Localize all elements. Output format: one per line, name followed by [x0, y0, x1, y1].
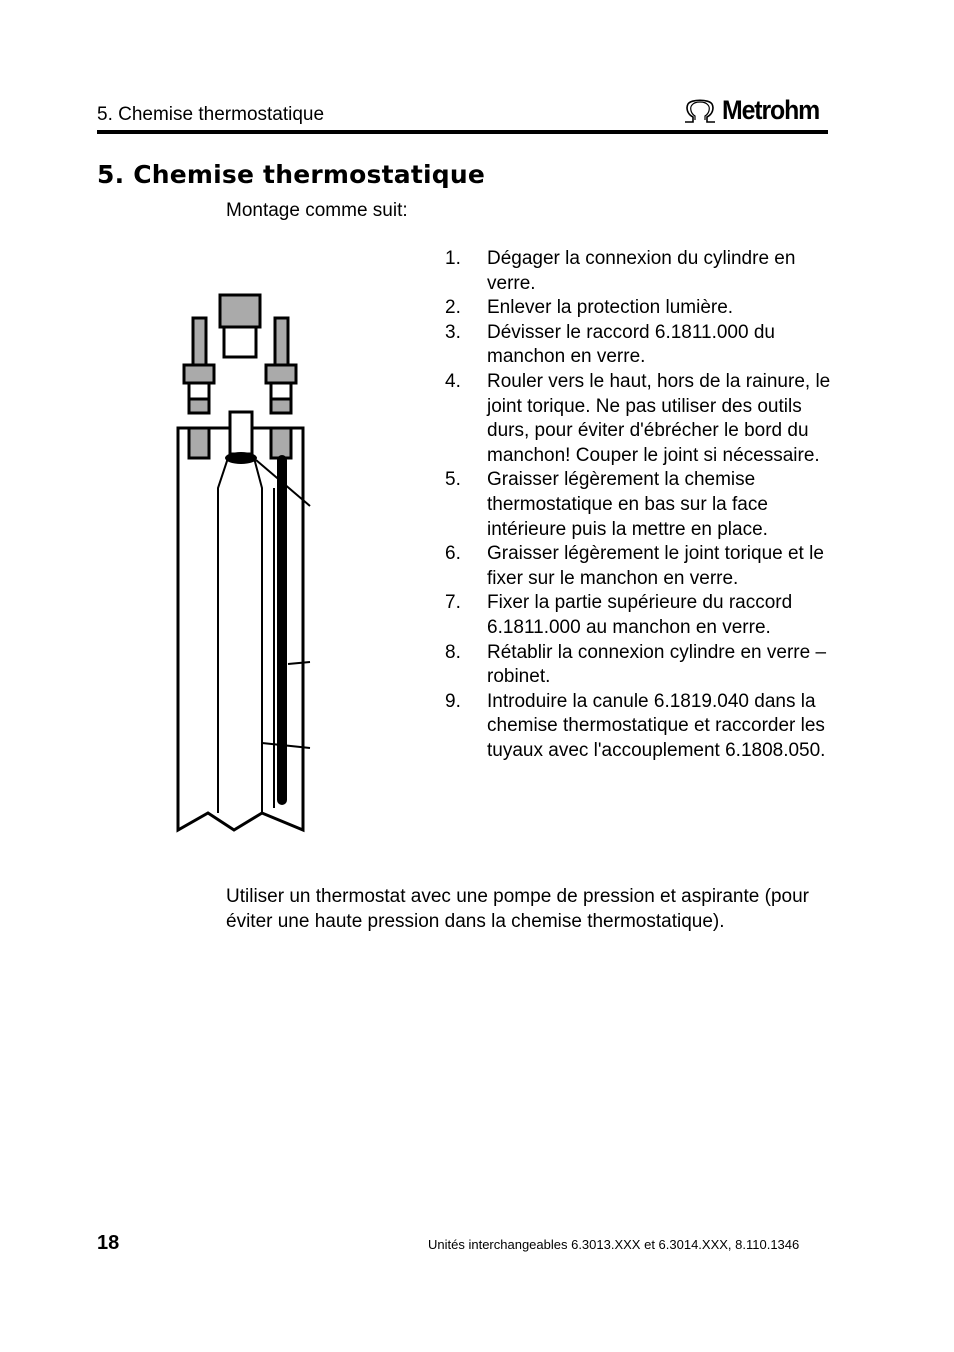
step-number: 4.	[445, 370, 461, 392]
step-text: Graisser légèrement la chemise thermostatique en bas sur la face intérieure puis la mettre en place.	[487, 469, 768, 540]
step-item	[445, 296, 835, 321]
step-text: Rouler vers le haut, hors de la rainure, le joint torique. Ne pas utiliser des outils durs, pour éviter d'ébrécher le bord du manchon! Couper le joint si nécessaire.	[487, 370, 831, 466]
omega-icon	[682, 96, 718, 126]
logo-wordmark: Metrohm	[722, 95, 820, 125]
step-number: 1.	[445, 248, 461, 269]
step-text: Graisser légèrement le joint torique et le fixer sur le manchon en verre.	[487, 543, 824, 589]
running-header: 5. Chemise thermostatique	[97, 104, 325, 125]
step-item	[445, 370, 835, 468]
step-number: 8.	[445, 641, 461, 663]
step-text: Enlever la protection lumière.	[487, 297, 734, 319]
page-title: 5. Chemise thermostatique	[97, 160, 485, 189]
step-item	[445, 641, 835, 690]
step-item	[445, 247, 835, 296]
step-number: 7.	[445, 592, 461, 614]
step-item	[445, 591, 835, 640]
step-number: 2.	[445, 297, 461, 319]
step-text: Dévisser le raccord 6.1811.000 du manchon en verre.	[487, 321, 775, 368]
thermostat-note: Utiliser un thermostat avec une pompe de pression et aspirante (pour éviter une haute pression dans la chemise thermostatique).	[226, 886, 809, 932]
step-text: Dégager la connexion du cylindre en verre.	[487, 248, 796, 294]
step-number: 9.	[445, 690, 461, 712]
header-rule	[97, 130, 828, 134]
step-number: 3.	[445, 321, 461, 343]
step-item	[445, 690, 835, 764]
step-item	[445, 542, 835, 591]
step-number: 5.	[445, 469, 461, 491]
intro-text: Montage comme suit:	[226, 200, 408, 221]
step-item	[445, 468, 835, 542]
assembly-steps	[445, 247, 835, 763]
step-text: Introduire la canule 6.1819.040 dans la chemise thermostatique et raccorder les tuyaux avec l'accouplement 6.1808.050.	[487, 690, 826, 761]
step-item	[445, 321, 835, 370]
thermostat-jacket-diagram	[170, 290, 320, 835]
metrohm-logo	[682, 95, 824, 127]
step-number: 6.	[445, 543, 461, 565]
page-number: 18	[97, 1232, 120, 1254]
document-reference: Unités interchangeables 6.3013.XXX et 6.3014.XXX, 8.110.1346	[428, 1237, 800, 1252]
step-text: Rétablir la connexion cylindre en verre – robinet.	[487, 641, 827, 688]
step-text: Fixer la partie supérieure du raccord 6.1811.000 au manchon en verre.	[487, 592, 793, 638]
